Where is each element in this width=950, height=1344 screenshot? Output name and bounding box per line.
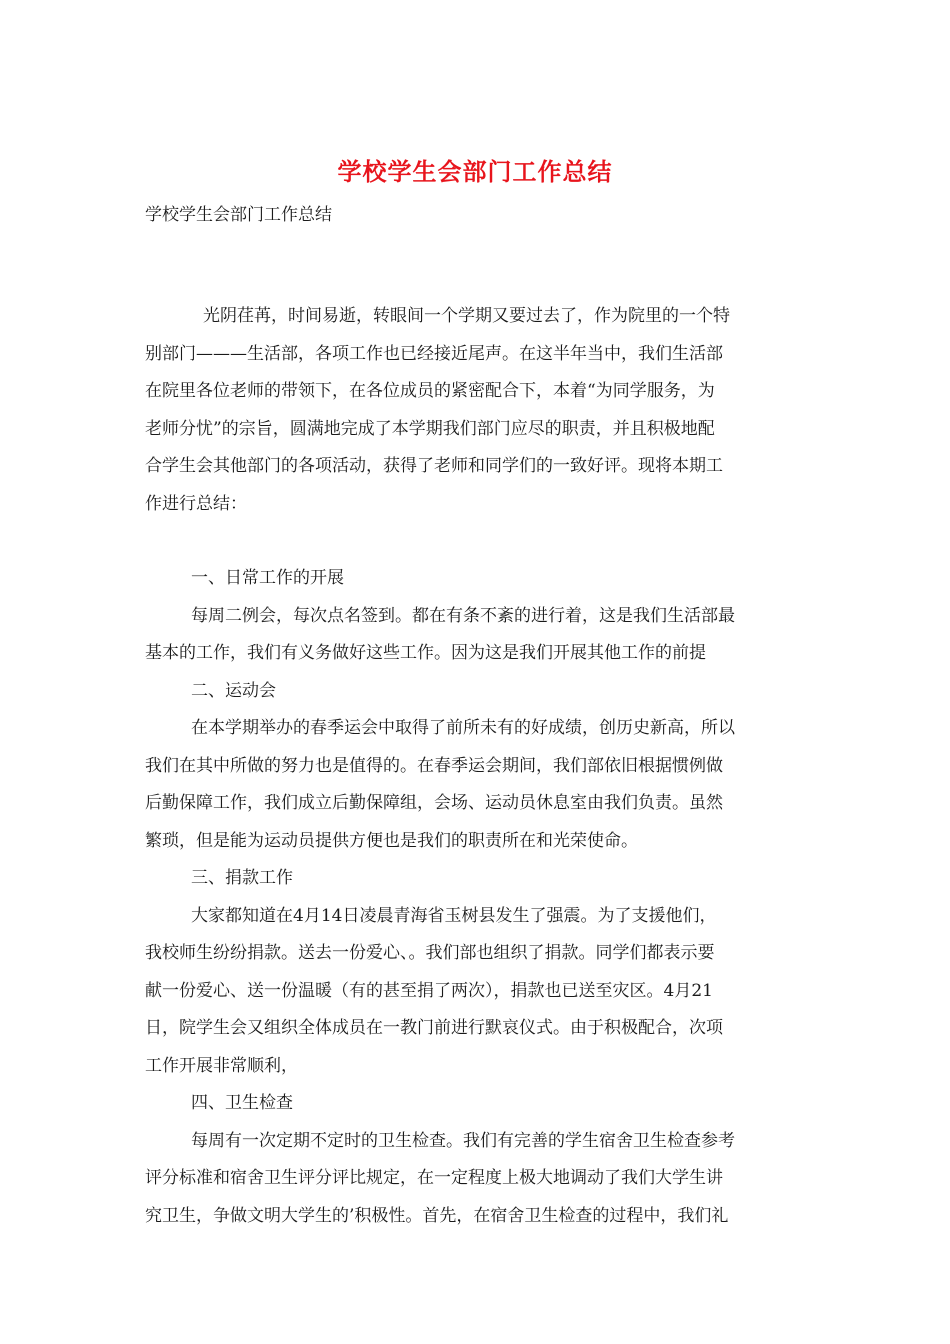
section-paragraph xyxy=(145,598,805,673)
paragraph-line: 我们在其中所做的努力也是值得的。在春季运会期间，我们部依旧根据惯例做 xyxy=(145,755,723,776)
intro-line: 老师分忧”的宗旨，圆满地完成了本学期我们部门应尽的职责，并且积极地配 xyxy=(145,418,715,439)
intro-line: 别部门———生活部，各项工作也已经接近尾声。在这半年当中，我们生活部 xyxy=(145,343,723,364)
paragraph-line: 工作开展非常顺利， xyxy=(145,1055,298,1076)
paragraph-line: 繁琐，但是能为运动员提供方便也是我们的职责所在和光荣使命。 xyxy=(145,830,638,851)
paragraph-line: 献一份爱心、送一份温暖（有的甚至捐了两次），捐款也已送至灾区。4月21 xyxy=(145,980,713,1001)
section-heading-donation: 三、捐款工作 xyxy=(191,868,293,888)
section-paragraph xyxy=(145,710,805,860)
intro-line: 合学生会其他部门的各项活动，获得了老师和同学们的一致好评。现将本期工 xyxy=(145,456,723,476)
section-paragraph xyxy=(145,1123,805,1236)
document-title: 学校学生会部门工作总结 xyxy=(337,157,613,186)
paragraph-line: 我校师生纷纷捐款。送去一份爱心、。我们部也组织了捐款。同学们都表示要 xyxy=(145,943,715,963)
paragraph-line: 后勤保障工作，我们成立后勤保障组，会场、运动员休息室由我们负责。虽然 xyxy=(145,793,723,813)
paragraph-line: 每周二例会，每次点名签到。都在有条不紊的进行着，这是我们生活部最 xyxy=(191,605,735,626)
paragraph-line: 每周有一次定期不定时的卫生检查。我们有完善的学生宿舍卫生检查参考 xyxy=(191,1130,735,1151)
paragraph-line: 大家都知道在4月14日凌晨青海省玉树县发生了强震。为了支援他们， xyxy=(191,905,717,926)
intro-paragraph xyxy=(145,298,805,523)
paragraph-line: 基本的工作，我们有义务做好这些工作。因为这是我们开展其他工作的前提 xyxy=(145,643,706,663)
section-spacer xyxy=(145,523,805,560)
paragraph-line: 日，院学生会又组织全体成员在一教门前进行默哀仪式。由于积极配合，次项 xyxy=(145,1018,723,1038)
document-subtitle: 学校学生会部门工作总结 xyxy=(145,205,332,225)
section-paragraph xyxy=(145,898,805,1086)
paragraph-line: 究卫生，争做文明大学生的’积极性。首先，在宿舍卫生检查的过程中，我们礼 xyxy=(145,1205,729,1226)
intro-line: 光阴荏苒，时间易逝，转眼间一个学期又要过去了，作为院里的一个特 xyxy=(203,306,730,326)
document-body xyxy=(145,298,805,1235)
intro-line: 在院里各位老师的带领下，在各位成员的紧密配合下，本着“为同学服务，为 xyxy=(145,381,715,401)
intro-line: 作进行总结： xyxy=(145,493,247,514)
section-heading-daily-work: 一、日常工作的开展 xyxy=(191,568,344,588)
paragraph-line: 在本学期举办的春季运会中取得了前所未有的好成绩，创历史新高，所以 xyxy=(191,718,735,738)
section-heading-hygiene-check: 四、卫生检查 xyxy=(191,1093,293,1113)
section-heading-sports-meet: 二、运动会 xyxy=(191,680,276,701)
paragraph-line: 评分标准和宿舍卫生评分评比规定，在一定程度上极大地调动了我们大学生讲 xyxy=(145,1168,723,1188)
